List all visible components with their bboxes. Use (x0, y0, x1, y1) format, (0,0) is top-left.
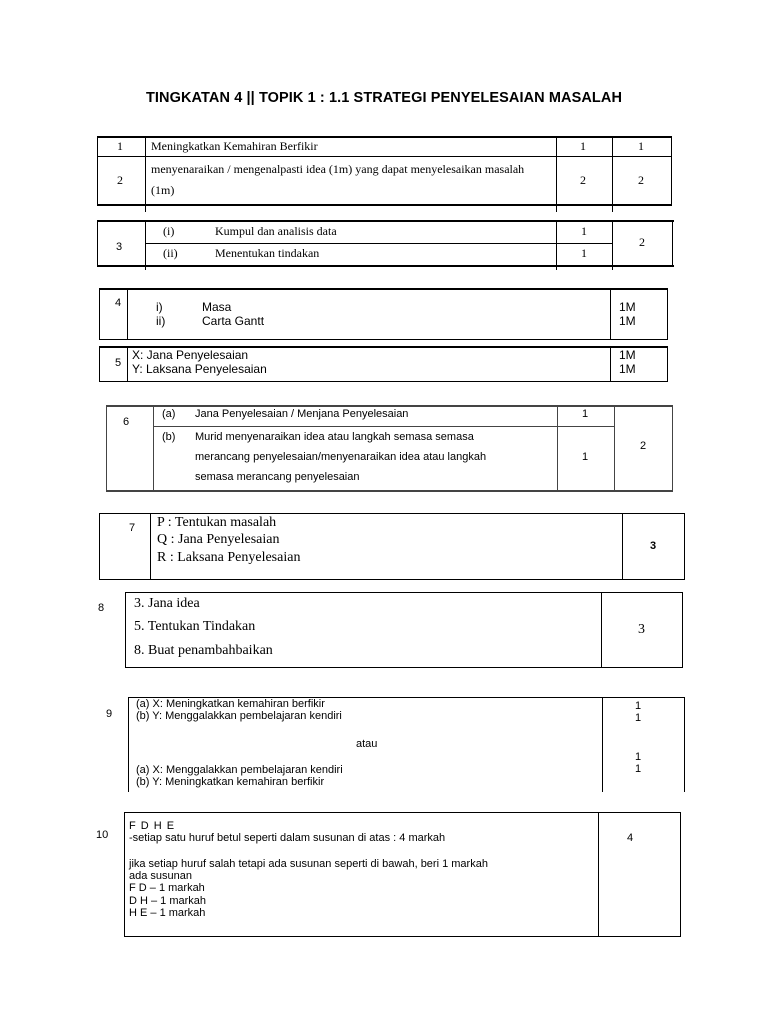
item-label: (ii) (163, 246, 178, 260)
rule (614, 405, 615, 492)
answer-text: F D H E (129, 820, 176, 832)
answer-text: D H – 1 markah (129, 895, 207, 907)
mark: 1 (635, 763, 642, 775)
rule (125, 667, 683, 668)
answer-text: (1m) (151, 183, 175, 197)
rule (97, 220, 674, 222)
answer-text: jika setiap huruf salah tetapi ada susunan seperti di bawah, beri 1 markah (129, 858, 488, 870)
item-label: ii) (156, 314, 166, 328)
question-number: 5 (115, 357, 122, 369)
rule (682, 592, 683, 668)
answer-text: F D – 1 markah (129, 882, 205, 894)
mark: 3 (650, 540, 657, 552)
mark: 1M (619, 348, 636, 362)
page-title: TINGKATAN 4 || TOPIK 1 : 1.1 STRATEGI PENYELESAIAN MASALAH (145, 90, 623, 106)
answer-text: 3. Jana idea (134, 596, 200, 611)
question-number: 4 (115, 297, 122, 309)
rule (97, 156, 672, 157)
rule (97, 136, 672, 138)
mark-total: 2 (638, 173, 644, 187)
rule (598, 812, 599, 937)
rule (556, 220, 557, 270)
mark: 1 (635, 751, 642, 763)
rule (125, 592, 126, 668)
answer-text: P : Tentukan masalah (157, 515, 277, 530)
rule (125, 592, 683, 593)
answer-text: Murid menyenaraikan idea atau langkah semasa semasa (195, 431, 474, 443)
mark-total: 2 (640, 440, 647, 452)
mark: 3 (638, 622, 645, 637)
question-number: 1 (117, 139, 123, 153)
rule (667, 346, 668, 382)
rule (622, 513, 623, 580)
rule (99, 346, 100, 382)
mark: 1 (635, 712, 642, 724)
answer-text: 8. Buat penambahbaikan (134, 643, 273, 658)
answer-text: merancang penyelesaian/menyenaraikan idea atau langkah (195, 451, 487, 463)
rule (97, 220, 98, 267)
rule (106, 405, 107, 492)
rule (610, 346, 611, 382)
question-number: 6 (123, 416, 130, 428)
rule (684, 513, 685, 580)
rule (99, 513, 100, 580)
answer-text: 5. Tentukan Tindakan (134, 619, 256, 634)
rule (99, 513, 685, 514)
rule (612, 136, 613, 212)
answer-text: Y: Laksana Penyelesaian (132, 362, 267, 376)
rule (127, 346, 128, 382)
rule (127, 288, 128, 340)
question-number: 8 (98, 602, 105, 614)
item-label: (i) (163, 224, 175, 238)
rule (556, 136, 557, 212)
rule (145, 136, 146, 212)
mark-total: 1 (638, 139, 644, 153)
answer-text: (a) X: Meningkatkan kemahiran berfikir (136, 698, 325, 710)
mark: 1 (580, 139, 586, 153)
answer-text: Masa (202, 300, 232, 314)
rule (672, 405, 673, 492)
answer-text: semasa merancang penyelesaian (195, 471, 360, 483)
rule (667, 288, 668, 340)
item-label: i) (156, 300, 163, 314)
mark: 1M (619, 314, 636, 328)
rule (671, 136, 672, 206)
rule (557, 405, 558, 492)
answer-text: menyenaraikan / mengenalpasti idea (1m) yang dapat menyelesaikan masalah (151, 162, 525, 176)
rule (99, 339, 668, 340)
rule (601, 592, 602, 668)
answer-text: (b) Y: Menggalakkan pembelajaran kendiri (136, 710, 342, 722)
rule (145, 220, 146, 270)
answer-text: X: Jana Penyelesaian (132, 348, 249, 362)
rule (153, 405, 154, 492)
answer-text: (b) Y: Meningkatkan kemahiran berfikir (136, 776, 325, 788)
answer-text: Q : Jana Penyelesaian (157, 532, 280, 547)
question-number: 7 (129, 522, 136, 534)
rule (145, 243, 612, 244)
rule (106, 405, 673, 407)
rule (602, 697, 603, 792)
mark: 4 (627, 832, 634, 844)
answer-text: H E – 1 markah (129, 907, 206, 919)
rule (128, 697, 129, 792)
question-number: 10 (96, 829, 109, 841)
question-number: 9 (106, 708, 113, 720)
mark: 1 (582, 408, 589, 420)
mark: 1M (619, 362, 636, 376)
rule (680, 812, 681, 937)
mark: 1 (581, 224, 587, 238)
rule (153, 426, 614, 427)
mark: 1 (581, 246, 587, 260)
answer-text: -setiap satu huruf betul seperti dalam susunan di atas : 4 markah (129, 832, 446, 844)
mark: 1 (582, 451, 589, 463)
rule (97, 136, 98, 206)
rule (99, 288, 668, 290)
rule (99, 381, 668, 382)
rule (150, 513, 151, 580)
mark: 1 (635, 700, 642, 712)
alternative-label: atau (356, 738, 378, 750)
question-number: 3 (116, 241, 123, 253)
mark: 1M (619, 300, 636, 314)
answer-text: Menentukan tindakan (215, 246, 320, 260)
rule (97, 204, 672, 206)
answer-text: (a) X: Menggalakkan pembelajaran kendiri (136, 764, 343, 776)
question-number: 2 (117, 173, 123, 187)
item-label: (b) (162, 431, 176, 443)
rule (612, 220, 613, 270)
mark: 2 (580, 173, 586, 187)
rule (610, 288, 611, 340)
item-label: (a) (162, 408, 176, 420)
mark-total: 2 (639, 235, 645, 249)
answer-text: Meningkatkan Kemahiran Berfikir (151, 139, 318, 153)
answer-text: ada susunan (129, 870, 192, 882)
rule (99, 579, 685, 580)
rule (99, 288, 100, 340)
rule (124, 812, 125, 937)
rule (106, 490, 673, 492)
rule (672, 220, 673, 267)
rule (97, 265, 674, 267)
answer-text: Carta Gantt (202, 314, 265, 328)
answer-text: Kumpul dan analisis data (215, 224, 337, 238)
answer-text: R : Laksana Penyelesaian (157, 550, 301, 565)
rule (684, 697, 685, 792)
answer-text: Jana Penyelesaian / Menjana Penyelesaian (195, 408, 409, 420)
